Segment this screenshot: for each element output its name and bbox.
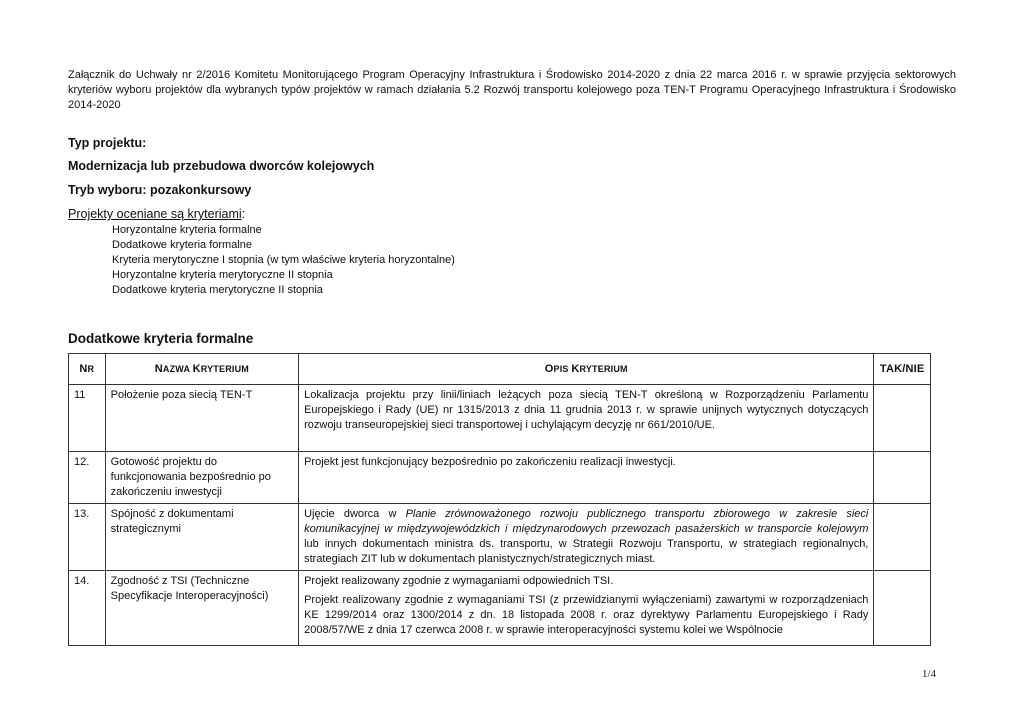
description-paragraph: Projekt realizowany zgodnie z wymaganiami TSI (z przewidzianymi wyłączeniami) zawartymi w rozporządzeniach KE 1299/2014 oraz 1300/2014 z dn. 18 listopada 2008 r. oraz dyrektywy Parlamentu Europejskiego i Rady 2008/57/WE z dnia 17 czerwca 2008 r. w sprawie interoperacyjności systemu kolei we Wspólnocie: [304, 594, 869, 636]
table-row: [69, 452, 931, 504]
yes-no-cell: [874, 504, 931, 571]
header-nr: NR: [69, 354, 106, 385]
criterion-name: Zgodność z TSI (Techniczne Specyfikacje Interoperacyjności): [105, 571, 298, 646]
project-type-label: Typ projektu:: [68, 136, 147, 150]
criteria-list-item: Horyzontalne kryteria merytoryczne II stopnia: [112, 269, 333, 281]
criteria-list-item: Horyzontalne kryteria formalne: [112, 224, 262, 236]
table-row: [69, 385, 931, 452]
yes-no-cell: [874, 452, 931, 504]
row-number: 14.: [69, 571, 106, 646]
criterion-description: Ujęcie dworca w Planie zrównoważonego rozwoju publicznego transportu zbiorowego w zakresie sieci komunikacyjnej w międzywojewódzkich i międzynarodowych przewozach pasażerskich w transporcie kolejowym lub innych dokumentach ministra ds. transportu, w Strategii Rozwoju Transportu, w strategiach regionalnych, strategiach ZIT lub w dokumentach planistycznych/strategicznych miast.: [299, 504, 874, 571]
description-paragraph: Projekt realizowany zgodnie z wymaganiami odpowiednich TSI.: [304, 575, 614, 587]
project-type-value: Modernizacja lub przebudowa dworców kolejowych: [68, 159, 375, 173]
header-description: OPIS KRYTERIUM: [299, 354, 874, 385]
criteria-list-item: Dodatkowe kryteria formalne: [112, 239, 253, 251]
resolution-header-note: Załącznik do Uchwały nr 2/2016 Komitetu Monitorującego Program Operacyjny Infrastruktura i Środowisko 2014-2020 z dnia 22 marca 2016 r. w sprawie przyjęcia sektorowych kryteriów wyboru projektów dla wybranych typów projektów w ramach działania 5.2 Rozwój transportu kolejowego poza TEN-T Programu Operacyjnego Infrastruktura i Środowisko 2014-2020: [68, 69, 956, 111]
criterion-description: Projekt jest funkcjonujący bezpośrednio po zakończeniu realizacji inwestycji.: [299, 452, 874, 504]
row-number: 13.: [69, 504, 106, 571]
page-number: 1/4: [921, 668, 936, 680]
plan-title-italic: Planie zrównoważonego rozwoju publicznego transportu zbiorowego w zakresie sieci komunikacyjnej w międzywojewódzkich i międzynarodowych przewozach pasażerskich w transporcie kolejowym: [304, 508, 869, 535]
row-number: 12.: [69, 452, 106, 504]
table-row: [69, 504, 931, 571]
criterion-name: Położenie poza siecią TEN-T: [105, 385, 298, 452]
criteria-list-item: Kryteria merytoryczne I stopnia (w tym właściwe kryteria horyzontalne): [112, 254, 455, 266]
criteria-intro-text: Projekty oceniane są kryteriami: [68, 207, 242, 221]
selection-mode: Tryb wyboru: pozakonkursowy: [68, 183, 252, 197]
section-title: Dodatkowe kryteria formalne: [68, 331, 254, 346]
criterion-description: [299, 571, 874, 646]
criteria-list-item: Dodatkowe kryteria merytoryczne II stopnia: [112, 284, 323, 296]
criteria-intro: [68, 207, 245, 221]
criterion-name: Gotowość projektu do funkcjonowania bezpośrednio po zakończeniu inwestycji: [105, 452, 298, 504]
yes-no-cell: [874, 385, 931, 452]
header-yes-no: TAK/NIE: [874, 354, 931, 385]
table-row: [69, 571, 931, 646]
criteria-list: [112, 223, 455, 298]
row-number: 11: [69, 385, 106, 452]
table-header-row: [69, 354, 931, 385]
header-name: NAZWA KRYTERIUM: [105, 354, 298, 385]
criterion-description: Lokalizacja projektu przy linii/liniach leżących poza siecią TEN-T określoną w Rozporządzeniu Parlamentu Europejskiego i Rady (UE) nr 1315/2013 z dnia 11 grudnia 2013 r. w sprawie unijnych wytycznych dotyczących rozwoju transeuropejskiej sieci transportowej i uchylającym decyzję nr 661/2010/UE.: [299, 385, 874, 452]
yes-no-cell: [874, 571, 931, 646]
criteria-intro-colon: :: [241, 207, 246, 221]
criterion-name: Spójność z dokumentami strategicznymi: [105, 504, 298, 571]
criteria-table: [68, 353, 931, 646]
